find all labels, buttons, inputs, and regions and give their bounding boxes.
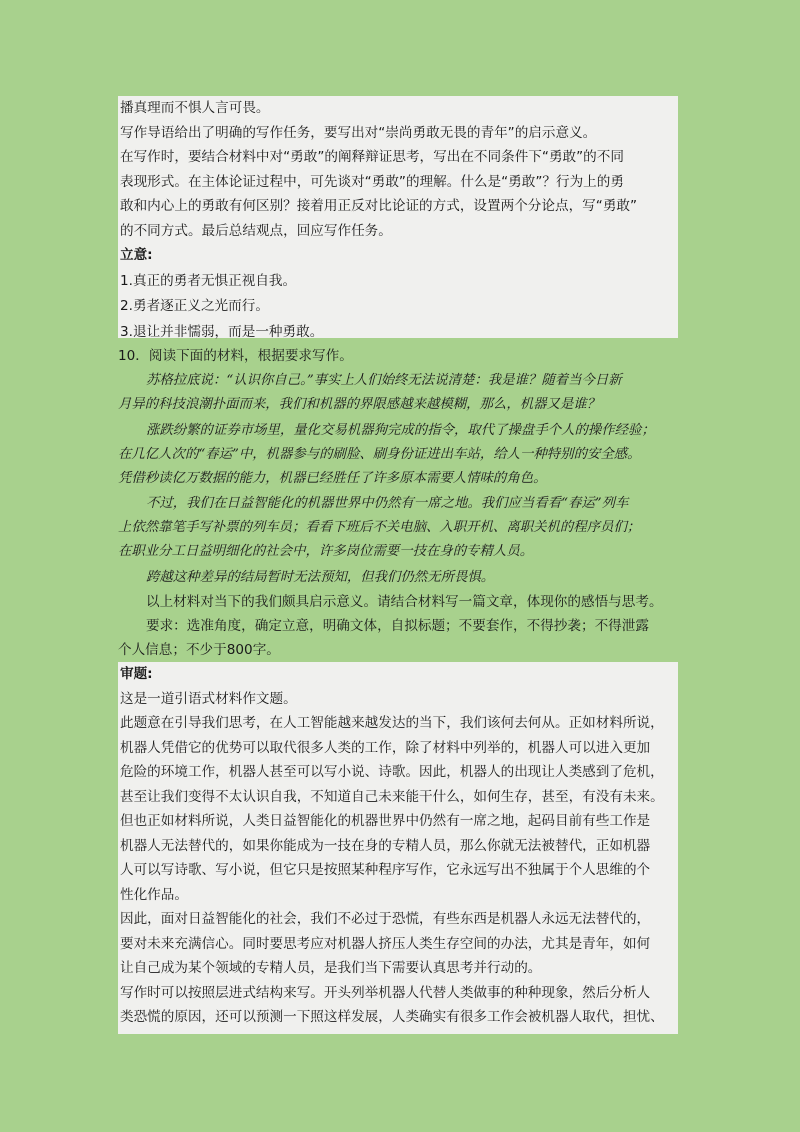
point-item: 3.退让并非懦弱，而是一种勇敢。 xyxy=(120,323,324,340)
analysis-block-2 xyxy=(118,662,678,1034)
quote-line: 苏格拉底说：“认识你自己。”事实上人们始终无法说清楚：我是谁？随着当今日新 xyxy=(146,373,622,388)
quote-line: 月异的科技浪潮扑面而来，我们和机器的界限感越来越模糊，那么，机器又是谁？ xyxy=(118,397,601,412)
question-title: 10．阅读下面的材料，根据要求写作。 xyxy=(118,348,353,364)
text-line: 但也正如材料所说，人类日益智能化的机器世界中仍然有一席之地，起码目前有些工作是 xyxy=(120,813,651,829)
quote-line: 在几亿人次的“春运”中，机器参与的刷脸、刷身份证进出车站，给人一种特别的安全感。 xyxy=(118,447,641,462)
text-line: 播真理而不惧人言可畏。 xyxy=(120,100,270,116)
text-line: 的不同方式。最后总结观点，回应写作任务。 xyxy=(120,222,392,239)
quote-line: 凭借秒读亿万数据的能力，机器已经胜任了许多原本需要人情味的角色。 xyxy=(118,471,547,486)
text-line: 这是一道引语式材料作文题。 xyxy=(120,690,297,707)
text-line: 让自己成为某个领域的专精人员，是我们当下需要认真思考并行动的。 xyxy=(120,960,542,976)
text-line: 写作时可以按照层进式结构来写。开头列举机器人代替人类做事的种种现象，然后分析人 xyxy=(120,984,651,1001)
quote-line: 不过，我们在日益智能化的机器世界中仍然有一席之地。我们应当看看“春运”列车 xyxy=(146,496,629,511)
quote-line: 跨越这种差异的结局暂时无法预知，但我们仍然无所畏惧。 xyxy=(146,570,495,585)
point-item: 2.勇者逐正义之光而行。 xyxy=(120,298,269,314)
text-line: 因此，面对日益智能化的社会，我们不必过于恐慌，有些东西是机器人永远无法替代的， xyxy=(120,911,651,927)
point-item: 1.真正的勇者无惧正视自我。 xyxy=(120,272,297,289)
task-line: 个人信息；不少于800字。 xyxy=(118,642,280,658)
analysis-block-1 xyxy=(118,96,678,338)
text-line: 在写作时，要结合材料中对“勇敢”的阐释辩证思考，写出在不同条件下“勇敢”的不同 xyxy=(120,149,624,165)
section-heading-shenti: 审题: xyxy=(120,666,153,682)
quote-line: 涨跌纷繁的证券市场里，量化交易机器狗完成的指令，取代了操盘手个人的操作经验； xyxy=(146,423,655,438)
text-line: 性化作品。 xyxy=(120,886,188,903)
text-line: 类恐慌的原因，还可以预测一下照这样发展，人类确实有很多工作会被机器人取代，担忧、 xyxy=(120,1009,664,1025)
text-line: 要对未来充满信心。同时要思考应对机器人挤压人类生存空间的办法，尤其是青年，如何 xyxy=(120,935,651,952)
text-line: 甚至让我们变得不太认识自我，不知道自己未来能干什么，如何生存，甚至，有没有未来。 xyxy=(120,788,664,805)
text-line: 敢和内心上的勇敢有何区别？接着用正反对比论证的方式，设置两个分论点，写“勇敢” xyxy=(120,198,638,214)
text-line: 写作导语给出了明确的写作任务，要写出对“崇尚勇敢无畏的青年”的启示意义。 xyxy=(120,124,597,141)
text-line: 人可以写诗歌、写小说，但它只是按照某种程序写作，它永远写出不独属于个人思维的个 xyxy=(120,862,651,878)
quote-line: 在职业分工日益明细化的社会中，许多岗位需要一技在身的专精人员。 xyxy=(118,544,534,559)
task-line: 以上材料对当下的我们颇具启示意义。请结合材料写一篇文章，体现你的感悟与思考。 xyxy=(146,594,663,610)
text-line: 机器人无法替代的，如果你能成为一技在身的专精人员，那么你就无法被替代，正如机器 xyxy=(120,837,651,854)
text-line: 表现形式。在主体论证过程中，可先谈对“勇敢”的理解。什么是“勇敢”？行为上的勇 xyxy=(120,173,624,190)
quote-line: 上依然靠笔手写补票的列车员；看看下班后不关电脑、入职开机、离职关机的程序员们； xyxy=(118,520,641,535)
task-line: 要求：选准角度，确定立意，明确文体，自拟标题；不要套作，不得抄袭；不得泄露 xyxy=(146,618,649,634)
text-line: 机器人凭借它的优势可以取代很多人类的工作，除了材料中列举的，机器人可以进入更加 xyxy=(120,739,651,756)
section-heading-liyi: 立意: xyxy=(120,247,153,263)
text-line: 危险的环境工作，机器人甚至可以写小说、诗歌。因此，机器人的出现让人类感到了危机， xyxy=(120,764,664,780)
text-line: 此题意在引导我们思考，在人工智能越来越发达的当下，我们该何去何从。正如材料所说， xyxy=(120,715,664,731)
